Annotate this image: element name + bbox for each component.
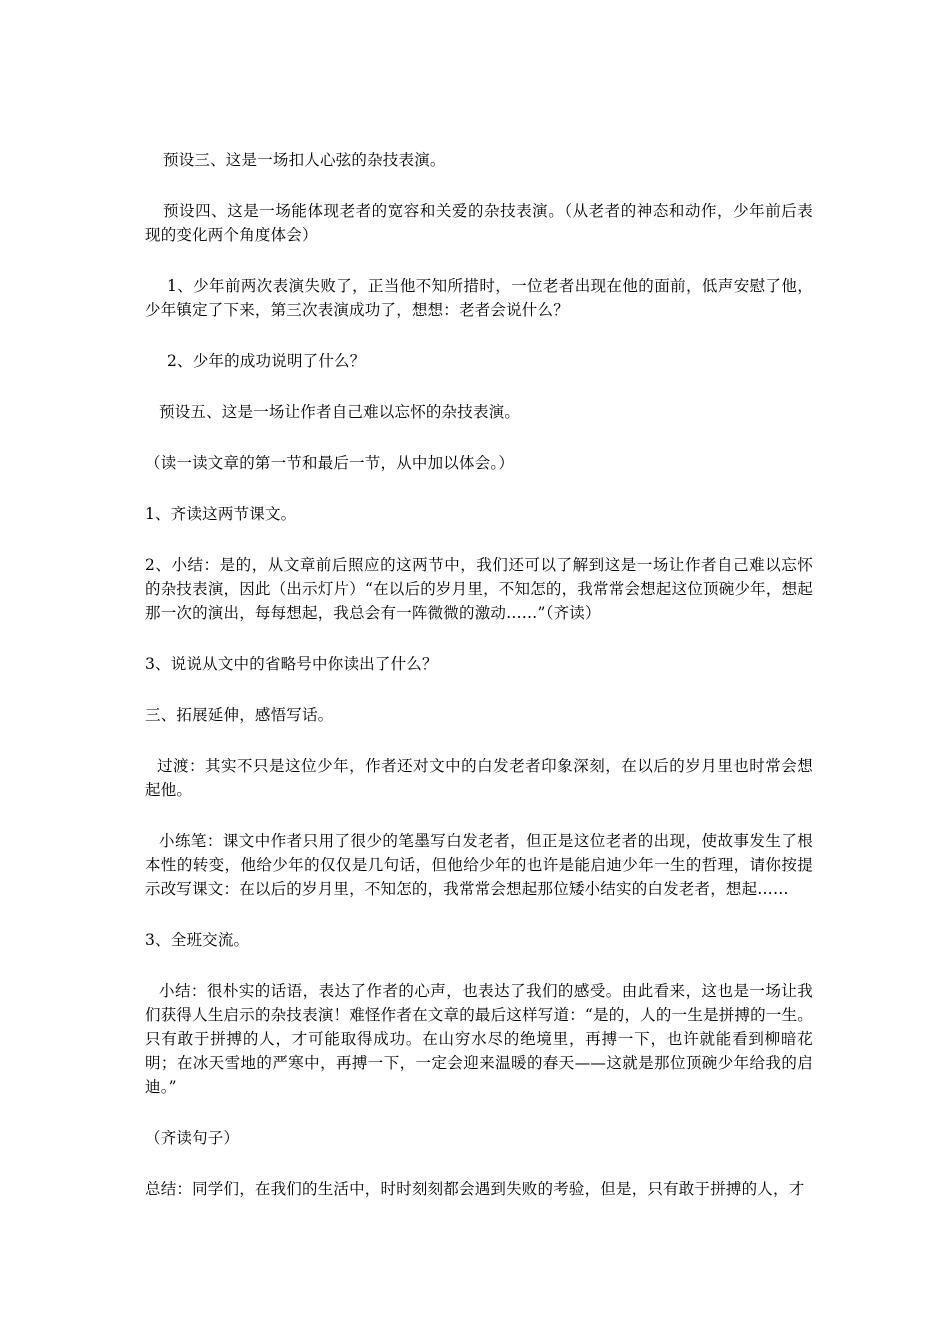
paragraph-transition: 过渡：其实不只是这位少年，作者还对文中的白发老者印象深刻，在以后的岁月里也时常会想起他。: [145, 757, 813, 799]
paragraph-writing-practice: 小练笔：课文中作者只用了很少的笔墨写白发老者，但正是这位老者的出现，使故事发生了根本性的转变，他给少年的仅仅是几句话，但他给少年的也许是能启迪少年一生的哲理，请你按提示改写课文：在以后的岁月里，不知怎的，我常常会想起那位矮小结实的白发老者，想起……: [145, 832, 813, 898]
paragraph-preset-3: 预设三、这是一场扣人心弦的杂技表演。: [163, 151, 446, 169]
paragraph-summary-quote: 小结：很朴实的话语，表达了作者的心声，也表达了我们的感受。由此看来，这也是一场让我们获得人生启示的杂技表演！难怪作者在文章的最后这样写道：“是的，人的一生是拼搏的一生。只有敢于拼搏的人，才可能取得成功。在山穷水尽的绝境里，再搏一下，也许就能看到柳暗花明；在冰天雪地的严寒中，再搏一下，一定会迎来温暖的春天——这就是那位顶碗少年给我的启迪。”: [145, 982, 813, 1096]
paragraph-read-instruction: （读一读文章的第一节和最后一节，从中加以体会。）: [145, 454, 515, 472]
paragraph-question-1: 1、少年前两次表演失败了，正当他不知所措时，一位老者出现在他的面前，低声安慰了他，少年镇定了下来，第三次表演成功了，想想：老者会说什么？: [145, 277, 813, 319]
paragraph-ellipsis-question: 3、说说从文中的省略号中你读出了什么？: [145, 655, 438, 673]
document-body: [145, 148, 813, 1228]
section-heading-3: 三、拓展延伸，感悟写话。: [145, 706, 334, 724]
paragraph-summary-2: 2、小结：是的，从文章前后照应的这两节中，我们还可以了解到这是一场让作者自己难以忘怀的杂技表演，因此（出示灯片）“在以后的岁月里，不知怎的，我常常会想起这位顶碗少年，想起那一次的演出，每每想起，我总会有一阵微微的激动……”（齐读）: [145, 556, 813, 622]
paragraph-preset-5: 预设五、这是一场让作者自己难以忘怀的杂技表演。: [159, 403, 521, 421]
paragraph-question-2: 2、少年的成功说明了什么？: [167, 352, 366, 370]
paragraph-read-aloud: 1、齐读这两节课文。: [145, 505, 297, 523]
paragraph-preset-4: 预设四、这是一场能体现老者的宽容和关爱的杂技表演。（从老者的神态和动作，少年前后表现的变化两个角度体会）: [145, 202, 813, 244]
paragraph-conclusion: 总结：同学们，在我们的生活中，时时刻刻都会遇到失败的考验，但是，只有敢于拼搏的人，才: [145, 1180, 805, 1198]
paragraph-class-exchange: 3、全班交流。: [145, 931, 250, 949]
paragraph-read-sentence: （齐读句子）: [145, 1129, 240, 1147]
